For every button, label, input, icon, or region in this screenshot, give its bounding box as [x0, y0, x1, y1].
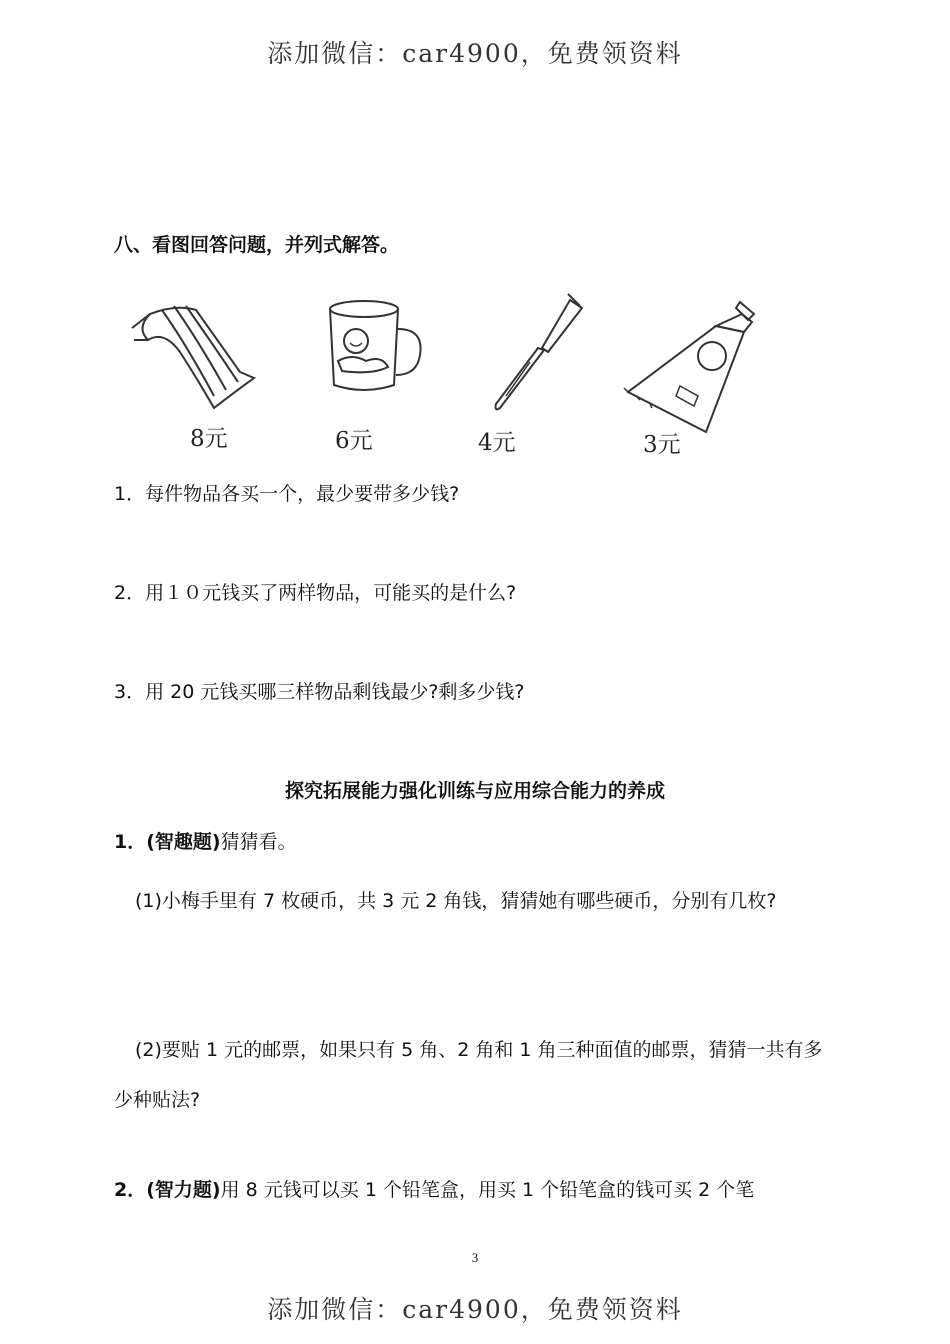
problem-1-number: 1．	[114, 831, 147, 853]
problem-1-part-2: (2)要贴 1 元的邮票，如果只有 5 角、2 角和 1 角三种面值的邮票，猜猜一共有多少种贴法?	[114, 1039, 823, 1111]
watermark-top: 添加微信：car4900，免费领资料	[267, 39, 683, 68]
page-number: 3	[471, 1250, 479, 1265]
problem-1-tag: (智趣题)	[146, 831, 221, 853]
problem-1-part-1: (1)小梅手里有 7 枚硬币，共 3 元 2 角钱，猜猜她有哪些硬币，分别有几枚?	[135, 890, 777, 912]
watermark-bottom: 添加微信：car4900，免费领资料	[267, 1295, 683, 1324]
problem-2-text: 用 8 元钱可以买 1 个铅笔盒，用买 1 个铅笔盒的钱可买 2 个笔	[220, 1179, 755, 1201]
question-1: 1．每件物品各买一个，最少要带多少钱?	[114, 483, 460, 505]
toothbrush-illustration	[488, 290, 588, 415]
section-title: 八、看图回答问题，并列式解答。	[114, 234, 400, 256]
problem-1-text: 猜猜看。	[220, 831, 297, 853]
towel-illustration	[128, 300, 263, 415]
price-toothbrush: 4元	[478, 430, 516, 456]
question-2: 2．用１０元钱买了两样物品，可能买的是什么?	[114, 582, 517, 604]
problem-2-number: 2．	[114, 1179, 147, 1201]
extension-title: 探究拓展能力强化训练与应用综合能力的养成	[284, 780, 665, 802]
price-towel: 8元	[190, 426, 228, 452]
extension-problem-2	[114, 1175, 754, 1202]
extension-problem-1	[114, 827, 297, 854]
toothpaste-illustration	[620, 292, 765, 442]
price-cup: 6元	[335, 428, 373, 454]
price-toothpaste: 3元	[643, 432, 681, 458]
question-3: 3．用 20 元钱买哪三样物品剩钱最少?剩多少钱?	[114, 681, 525, 703]
problem-2-tag: (智力题)	[146, 1179, 221, 1201]
cup-illustration	[322, 295, 427, 400]
